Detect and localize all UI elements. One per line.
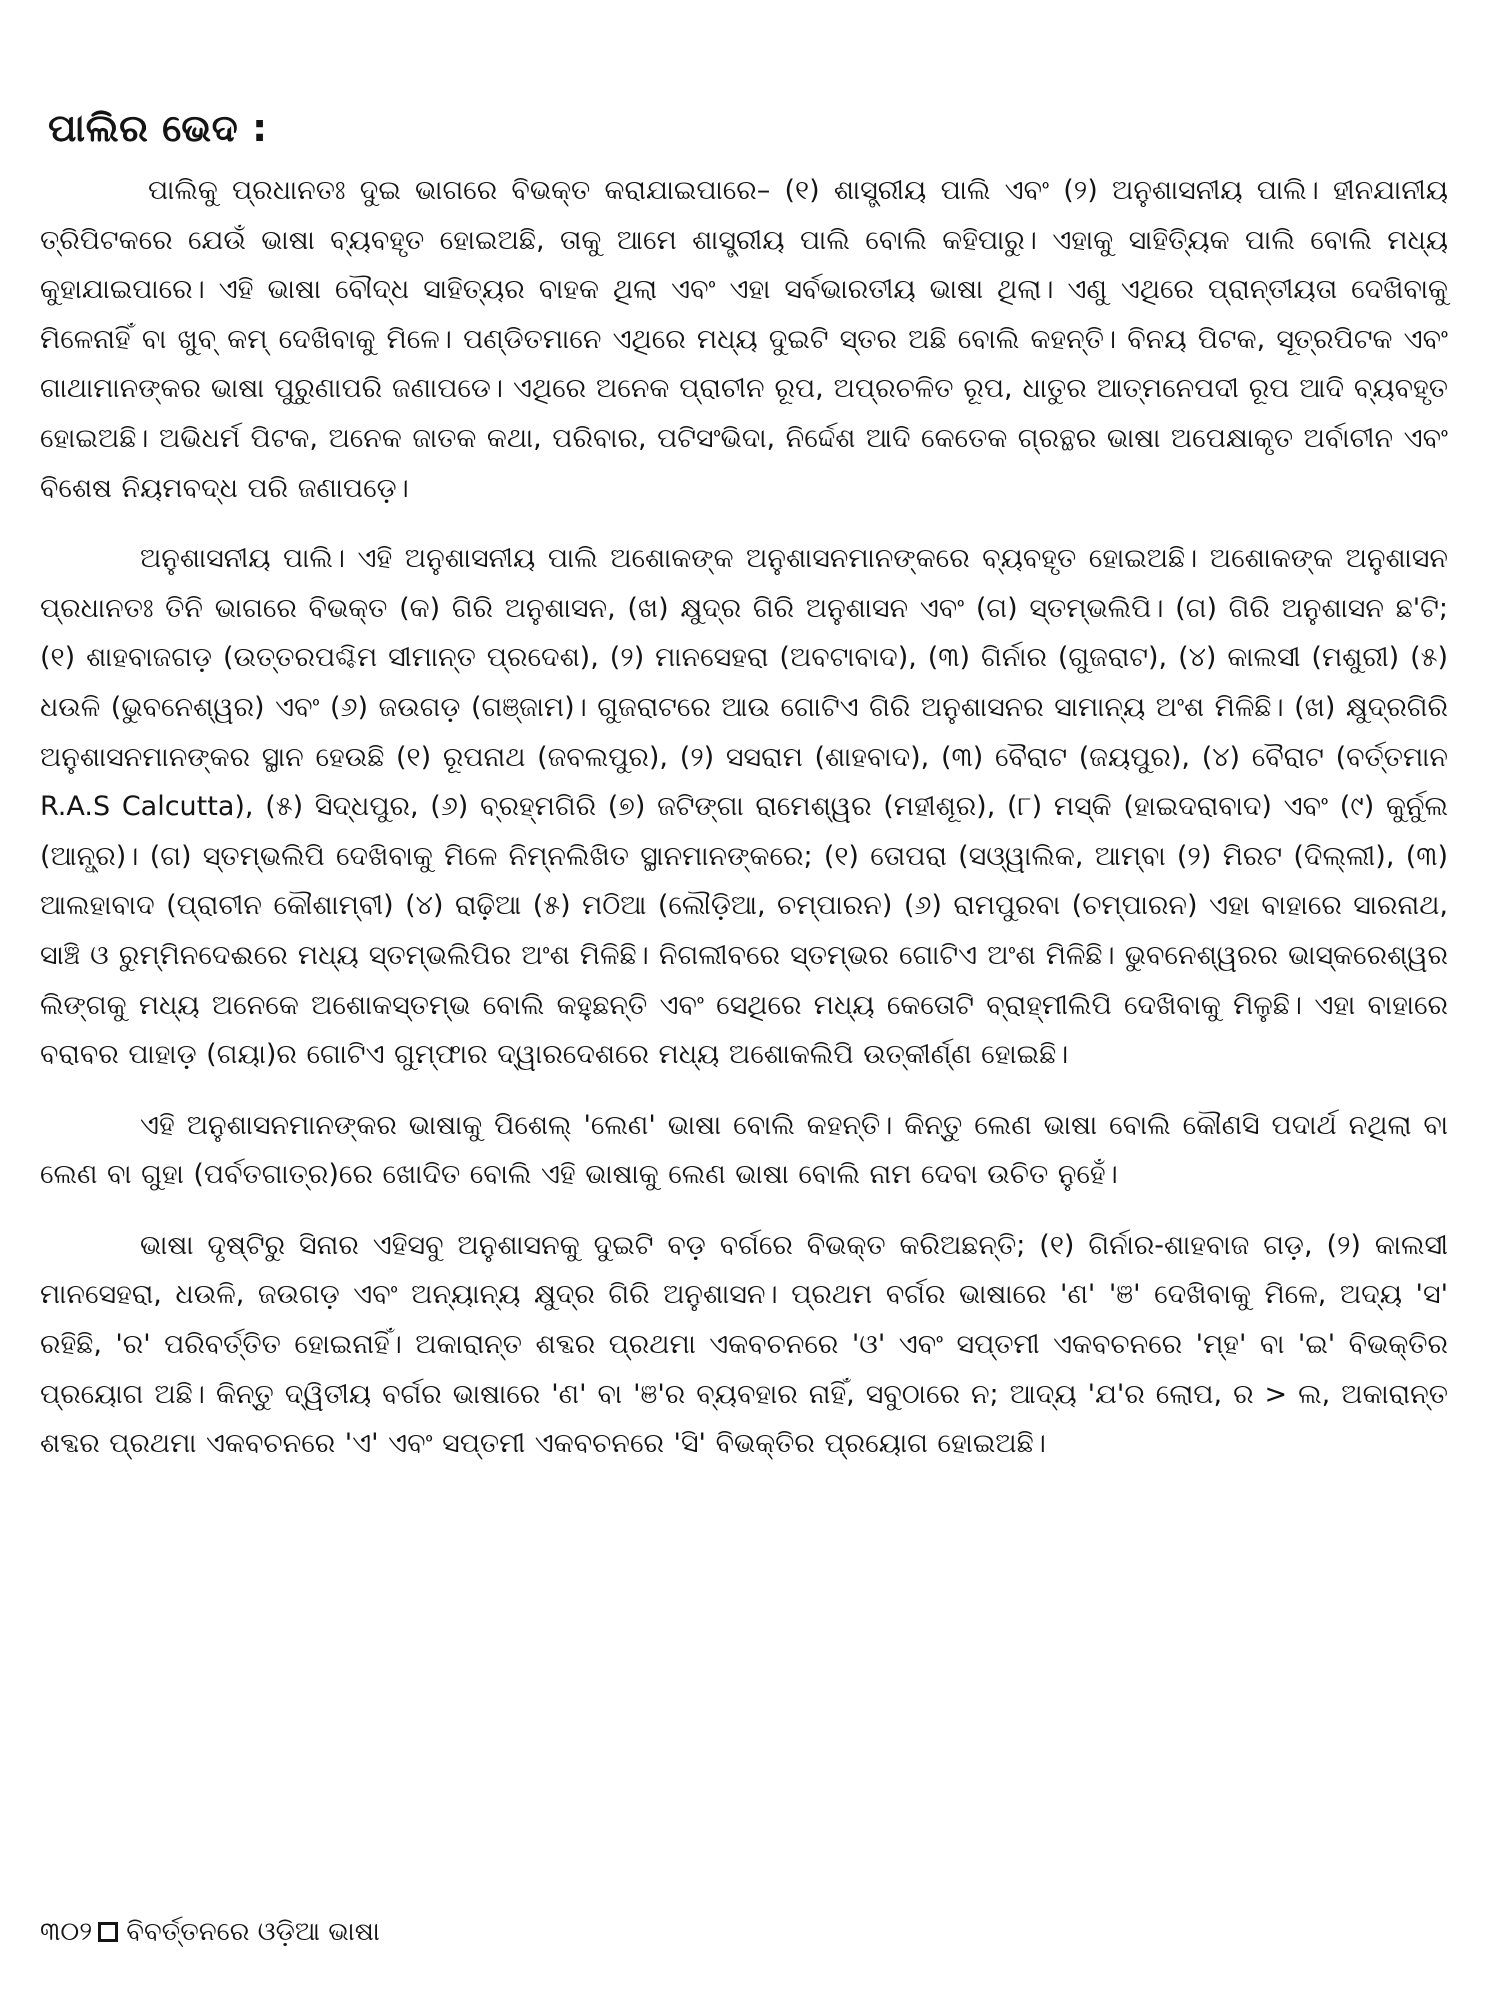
paragraph-edict-pali: ଅନୁଶାସନୀୟ ପାଲି। ଏହି ଅନୁଶାସନୀୟ ପାଲି ଅଶୋକଙ୍କ ଅନୁଶାସନମାନଙ୍କରେ ବ୍ୟବହୃତ ହୋଇଅଛି। ଅଶୋକଙ୍କ ଅନୁଶାସନ ପ୍ରଧାନତଃ ତିନି ଭାଗରେ ବିଭକ୍ତ (କ) ଗିରି ଅନୁଶାସନ, (ଖ) କ୍ଷୁଦ୍ର ଗିରି ଅନୁଶାସନ ଏବଂ (ଗ) ସ୍ତମ୍ଭଲିପି। (ଗ) ଗିରି ଅନୁଶାସନ ଛ'ଟି; (୧) ଶାହବାଜଗଡ଼ (ଉତ୍ତରପଶ୍ଚିମ ସୀମାନ୍ତ ପ୍ରଦେଶ), (୨) ମାନସେହରା (ଅବଟାବାଦ), (୩) ଗିର୍ନାର (ଗୁଜରାଟ), (୪) କାଲସୀ (ମଶୁରୀ) (୫) ଧଉଳି (ଭୁବନେଶ୍ୱର) ଏବଂ (୬) ଜଉଗଡ଼ (ଗଞ୍ଜାମ)। ଗୁଜରାଟରେ ଆଉ ଗୋଟିଏ ଗିରି ଅନୁଶାସନର ସାମାନ୍ୟ ଅଂଶ ମିଳିଛି। (ଖ) କ୍ଷୁଦ୍ରଗିରି ଅନୁଶାସନମାନଙ୍କର ସ୍ଥାନ ହେଉଛି (୧) ରୂପନାଥ (ଜବଲପୁର), (୨) ସସରାମ (ଶାହବାଦ), (୩) ବୈରାଟ (ଜୟପୁର), (୪) ବୈରାଟ (ବର୍ତ୍ତମାନ R.A.S Calcutta), (୫) ସିଦ୍ଧପୁର, (୬) ବ୍ରହ୍ମଗିରି (୭) ଜଟିଙ୍ଗା ରାମେଶ୍ୱର (ମହୀଶୂର), (୮) ମସ୍କି (ହାଇଦରାବାଦ) ଏବଂ (୯) କୁର୍ନୁଲ (ଆନ୍ଧ୍ର)। (ଗ) ସ୍ତମ୍ଭଲିପି ଦେଖିବାକୁ ମିଳେ ନିମ୍ନଲିଖିତ ସ୍ଥାନମାନଙ୍କରେ; (୧) ତୋପରା (ସଓ୍ୱାଲିକ, ଆମ୍ବା (୨) ମିରଟ (ଦିଲ୍ଲୀ), (୩) ଆଲହାବାଦ (ପ୍ରାଚୀନ କୌଶାମ୍ବୀ) (୪) ରାଢ଼ିଆ (୫) ମଠିଆ (ଲୌଡ଼ିଆ, ଚମ୍ପାରନ) (୬) ରାମପୁରବା (ଚମ୍ପାରନ) ଏହା ବାହାରେ ସାରନାଥ, ସାଞ୍ଚି ଓ ରୁମ୍ମିନଦେଈରେ ମଧ୍ୟ ସ୍ତମ୍ଭଲିପିର ଅଂଶ ମିଳିଛି। ନିଗଲୀବରେ ସ୍ତମ୍ଭର ଗୋଟିଏ ଅଂଶ ମିଳିଛି। ଭୁବନେଶ୍ୱରର ଭାସ୍କରେଶ୍ୱର ଲିଙ୍ଗକୁ ମଧ୍ୟ ଅନେକେ ଅଶୋକସ୍ତମ୍ଭ ବୋଲି କହୁଛନ୍ତି ଏବଂ ସେଥିରେ ମଧ୍ୟ କେତୋଟି ବ୍ରାହ୍ମୀଲିପି ଦେଖିବାକୁ ମିଳୁଛି। ଏହା ବାହାରେ ବରାବର ପାହାଡ଼ (ଗୟା)ର ଗୋଟିଏ ଗୁମ୍ଫାର ଦ୍ୱାରଦେଶରେ ମଧ୍ୟ ଅଶୋକଲିପି ଉତ୍କୀର୍ଣ୍ଣ ହୋଇଛି। [40,543,1448,1071]
book-title: ବିବର୍ତ୍ତନରେ ଓଡ଼ିଆ ଭାଷା [126,1917,380,1947]
page-number: ୩୦୨ [40,1917,93,1947]
section-heading: ପାଲିର ଭେଦ : [48,106,268,150]
page-footer [40,1914,380,1950]
paragraph-lena-language: ଏହି ଅନୁଶାସନମାନଙ୍କର ଭାଷାକୁ ପିଶେଲ୍ 'ଲେଣ' ଭାଷା ବୋଲି କହନ୍ତି। କିନ୍ତୁ ଲେଣ ଭାଷା ବୋଲି କୌଣସି ପଦାର୍ଥ ନଥିଲା ବା ଲେଣ ବା ଗୁହା (ପର୍ବତଗାତ୍ର)ରେ ଖୋଦିତ ବୋଲି ଏହି ଭାଷାକୁ ଲେଣ ଭାଷା ବୋଲି ନାମ ଦେବା ଉଚିତ ନୁହେଁ। [40,1109,1448,1191]
paragraph-language-groups: ଭାଷା ଦୃଷ୍ଟିରୁ ସିନାର ଏହିସବୁ ଅନୁଶାସନକୁ ଦୁଇଟି ବଡ଼ ବର୍ଗରେ ବିଭକ୍ତ କରିଅଛନ୍ତି; (୧) ଗିର୍ନାର-ଶାହବାଜ ଗଡ଼, (୨) କାଲସୀ ମାନସେହରା, ଧଉଳି, ଜଉଗଡ଼ ଏବଂ ଅନ୍ୟାନ୍ୟ କ୍ଷୁଦ୍ର ଗିରି ଅନୁଶାସନ। ପ୍ରଥମ ବର୍ଗର ଭାଷାରେ 'ଣ' 'ଞ' ଦେଖିବାକୁ ମିଳେ, ଅଦ୍ୟ 'ସ' ରହିଛି, 'ର' ପରିବର୍ତ୍ତିତ ହୋଇନାହିଁ। ଅକାରାନ୍ତ ଶବ୍ଦର ପ୍ରଥମା ଏକବଚନରେ 'ଓ' ଏବଂ ସପ୍ତମୀ ଏକବଚନରେ 'ମ୍ହ' ବା 'ଇ' ବିଭକ୍ତିର ପ୍ରୟୋଗ ଅଛି। କିନ୍ତୁ ଦ୍ୱିତୀୟ ବର୍ଗର ଭାଷାରେ 'ଣ' ବା 'ଞ'ର ବ୍ୟବହାର ନାହିଁ, ସବୁଠାରେ ନ; ଆଦ୍ୟ 'ଯ'ର ଲୋପ, ର > ଲ, ଅକାରାନ୍ତ ଶବ୍ଦର ପ୍ରଥମା ଏକବଚନରେ 'ଏ' ଏବଂ ସପ୍ତମୀ ଏକବଚନରେ 'ସି' ବିଭକ୍ତିର ପ୍ରୟୋଗ ହୋଇଅଛି। [40,1229,1448,1460]
square-bullet-icon [98,1922,118,1942]
paragraph-pali-types: ପାଲିକୁ ପ୍ରଧାନତଃ ଦୁଇ ଭାଗରେ ବିଭକ୍ତ କରାଯାଇପାରେ– (୧) ଶାସ୍ତ୍ରୀୟ ପାଲି ଏବଂ (୨) ଅନୁଶାସନୀୟ ପାଲି। ହୀନଯାନୀୟ ତ୍ରିପିଟକରେ ଯେଉଁ ଭାଷା ବ୍ୟବହୃତ ହୋଇଅଛି, ତାକୁ ଆମେ ଶାସ୍ତ୍ରୀୟ ପାଲି ବୋଲି କହିପାରୁ। ଏହାକୁ ସାହିତ୍ୟିକ ପାଲି ବୋଲି ମଧ୍ୟ କୁହାଯାଇପାରେ। ଏହି ଭାଷା ବୌଦ୍ଧ ସାହିତ୍ୟର ବାହକ ଥିଲା ଏବଂ ଏହା ସର୍ବଭାରତୀୟ ଭାଷା ଥିଲା। ଏଣୁ ଏଥିରେ ପ୍ରାନ୍ତୀୟତା ଦେଖିବାକୁ ମିଳେନାହିଁ ବା ଖୁବ୍ କମ୍ ଦେଖିବାକୁ ମିଳେ। ପଣ୍ଡିତମାନେ ଏଥିରେ ମଧ୍ୟ ଦୁଇଟି ସ୍ତର ଅଛି ବୋଲି କହନ୍ତି। ବିନୟ ପିଟକ, ସୂତ୍ରପିଟକ ଏବଂ ଗାଥାମାନଙ୍କର ଭାଷା ପୁରୁଣାପରି ଜଣାପଡେ। ଏଥିରେ ଅନେକ ପ୍ରାଚୀନ ରୂପ, ଅପ୍ରଚଳିତ ରୂପ, ଧାତୁର ଆତ୍ମନେପଦୀ ରୂପ ଆଦି ବ୍ୟବହୃତ ହୋଇଅଛି। ଅଭିଧର୍ମ ପିଟକ, ଅନେକ ଜାତକ କଥା, ପରିବାର, ପଟିସଂଭିଦା, ନିର୍ଦ୍ଦେଶ ଆଦି କେତେକ ଗ୍ରନ୍ଥର ଭାଷା ଅପେକ୍ଷାକୃତ ଅର୍ବାଚୀନ ଏବଂ ବିଶେଷ ନିୟମବଦ୍ଧ ପରି ଜଣାପଡ଼େ। [40,175,1448,504]
